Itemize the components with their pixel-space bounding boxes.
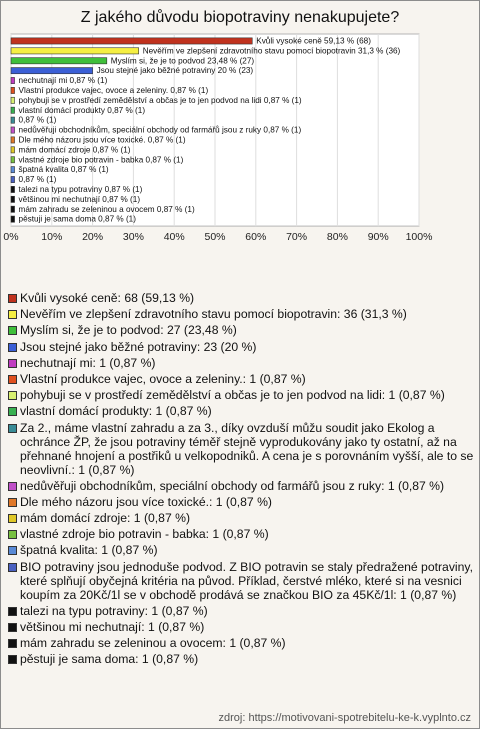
legend-label: Myslím si, že je to podvod: 27 (23,48 %) [20,323,237,338]
legend-item [8,356,474,370]
bar [11,147,15,153]
bar-label: mám zahradu se zeleninou a ovocem 0,87 % (1) [18,204,195,214]
bar-label: Myslím si, že je to podvod 23,48 % (27) [110,56,255,66]
bar [11,97,15,103]
bar-label: 0,87 % (1) [18,175,57,185]
bar-label: pěstuji je sama doma 0,87 % (1) [18,214,136,224]
bar-label: Jsou stejné jako běžné potraviny 20 % (23) [96,66,254,76]
bar-label: vlastní domácí produkty 0,87 % (1) [18,105,146,115]
legend-swatch [8,514,17,523]
x-tick-label: 20% [82,231,104,244]
bar-label: většinou mi nechutnají 0,87 % (1) [18,194,141,204]
legend-label: Nevěřím ve zlepšení zdravotního stavu pomocí biopotravin: 36 (31,3 %) [20,307,407,322]
legend-label: Vlastní produkce vajec, ovoce a zeleniny.: 1 (0,87 %) [20,371,306,386]
bar [11,38,252,44]
bar [11,216,15,222]
legend-label: pěstuji je sama doma: 1 (0,87 %) [20,652,199,667]
x-tick-label: 0% [3,231,19,244]
bar-label: nedůvěřuji obchodníkům, speciální obchody od farmářů jsou z ruky 0,87 % (1) [18,125,302,135]
legend-swatch [8,407,17,416]
bar-label: 0,87 % (1) [18,115,57,125]
legend-item [8,404,474,418]
legend-item [8,543,474,557]
x-tick-label: 30% [122,231,144,244]
legend-swatch [8,343,17,352]
legend-swatch [8,530,17,539]
chart-title: Z jakého důvodu biopotraviny nenakupujete? [80,9,400,26]
legend-swatch [8,294,17,303]
bar [11,107,15,113]
legend-label: pohybuji se v prostředí zemědělství a občas je to jen podvod na lidi: 1 (0,87 %) [20,388,445,403]
legend-item [8,620,474,634]
legend-label: vlastné zdroje bio potravin - babka: 1 (0,87 %) [20,527,269,542]
legend-item [8,495,474,509]
legend-item [8,511,474,525]
legend-label: Dle mého názoru jsou více toxické.: 1 (0,87 %) [20,494,272,509]
bar-label: nechutnají mi 0,87 % (1) [18,76,108,86]
bar [11,186,15,192]
x-tick-label: 50% [204,231,226,244]
legend-label: vlastní domácí produkty: 1 (0,87 %) [20,404,212,419]
x-tick-label: 70% [286,231,308,244]
legend-item [8,307,474,321]
bar [11,77,15,83]
legend-item [8,372,474,386]
legend-item [8,527,474,541]
legend-item [8,421,474,477]
bar [11,48,139,54]
legend-item [8,652,474,666]
legend-item [8,340,474,354]
legend-swatch [8,359,17,368]
bar [11,157,15,163]
bar-label: mám domácí zdroje 0,87 % (1) [18,145,131,155]
legend-swatch [8,482,17,491]
legend-item [8,323,474,337]
x-tick-label: 10% [41,231,63,244]
legend-item [8,388,474,402]
legend-item [8,479,474,493]
bar-label: Vlastní produkce vajec, ovoce a zeleniny. 0,87 % (1) [18,85,209,95]
bar [11,117,15,123]
legend-swatch [8,607,17,616]
bar [11,196,15,202]
legend-item [8,604,474,618]
source-credit: zdroj: https://motivovani-spotrebitelu-ke-k.vyplnto.cz [218,712,471,724]
x-tick-label: 80% [326,231,348,244]
legend-swatch [8,639,17,648]
bar-label: Dle mého názoru jsou více toxické. 0,87 % (1) [18,135,186,145]
legend-label: Za 2., máme vlastní zahradu a za 3., díky ovzduší můžu soudit jako Ekolog a ochránce ŽP, že jsou potraviny téměř stejně vyprodukovány jako ty ostatní, až na přehnané hnojení a postřiků u velkopodniků. A cena je s porovnáním vyšší, ale to se neovlivní.: 1 (0,87 %) [20,420,474,477]
legend-item [8,636,474,650]
x-tick-label: 60% [245,231,267,244]
bar [11,206,15,212]
bar-chart [1,1,479,291]
bar-label: Nevěřím ve zlepšení zdravotního stavu pomocí biopotravin 31,3 % (36) [142,46,401,56]
legend-label: mám zahradu se zeleninou a ovocem: 1 (0,87 %) [20,636,286,651]
x-tick-label: 40% [163,231,185,244]
legend-item [8,291,474,305]
legend-label: Kvůli vysoké ceně: 68 (59,13 %) [20,291,195,305]
legend-label: špatná kvalita: 1 (0,87 %) [20,543,158,558]
bar [11,167,15,173]
legend-swatch [8,563,17,572]
bar [11,127,15,133]
bar-label: talezi na typu potraviny 0,87 % (1) [18,184,143,194]
bar [11,58,107,64]
bar-label: pohybuji se v prostředí zemědělství a občas je to jen podvod na lidi 0,87 % (1) [18,95,302,105]
legend-label: Jsou stejné jako běžné potraviny: 23 (20 %) [20,339,257,354]
legend-label: talezi na typu potraviny: 1 (0,87 %) [20,603,208,618]
bar-label: Kvůli vysoké ceně 59,13 % (68) [256,36,371,46]
legend-label: mám domácí zdroje: 1 (0,87 %) [20,511,191,526]
legend-swatch [8,546,17,555]
legend-swatch [8,391,17,400]
legend-label: většinou mi nechutnají: 1 (0,87 %) [20,620,205,634]
legend-label: BIO potraviny jsou jednoduše podvod. Z BIO potravin se staly předražené potraviny, které splňují obyčejná kritéria na původ. Příklad, čerstvé mléko, které si na vesnici koupím za 20Kč/1l se v obchodě prodává se značkou BIO za 45Kč/1l: 1 (0,87 %) [20,559,473,602]
legend-swatch [8,424,17,433]
legend-label: nedůvěřuji obchodníkům, speciální obchody od farmářů jsou z ruky: 1 (0,87 %) [20,478,445,493]
x-tick-label: 100% [405,231,433,244]
legend-swatch [8,655,17,664]
bar-label: vlastné zdroje bio potravin - babka 0,87 % (1) [18,155,184,165]
bar [11,176,15,182]
x-tick-label: 90% [367,231,389,244]
legend-label: nechutnají mi: 1 (0,87 %) [20,355,156,370]
legend-swatch [8,375,17,384]
legend-swatch [8,310,17,319]
legend-item [8,560,474,602]
legend-swatch [8,326,17,335]
bar [11,137,15,143]
bar [11,87,15,93]
legend-swatch [8,498,17,507]
bar-label: špatná kvalita 0,87 % (1) [18,165,109,175]
legend-swatch [8,623,17,632]
bar [11,68,93,74]
chart-legend [8,291,474,669]
